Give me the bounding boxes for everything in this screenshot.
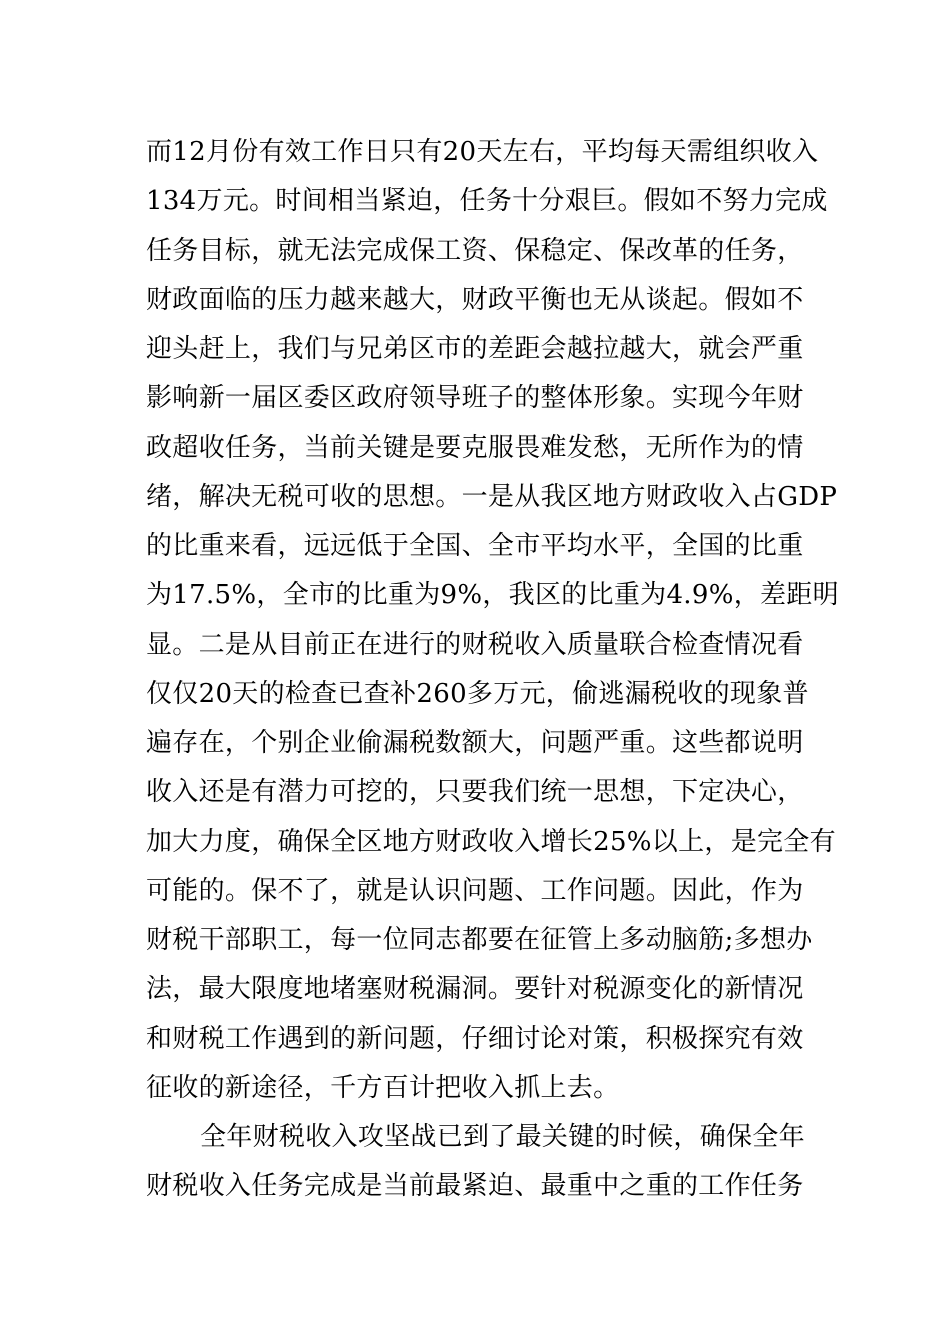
text-line: 法，最大限度地堵塞财税漏洞。要针对税源变化的新情况 bbox=[146, 974, 804, 1005]
text-line: 134万元。时间相当紧迫，任务十分艰巨。假如不努力完成 bbox=[146, 186, 828, 217]
text-line: 绪，解决无税可收的思想。一是从我区地方财政收入占GDP bbox=[146, 481, 838, 512]
text-line: 和财税工作遇到的新问题，仔细讨论对策，积极探究有效 bbox=[146, 1023, 804, 1054]
text-line: 影响新一届区委区政府领导班子的整体形象。实现今年财 bbox=[146, 383, 804, 414]
text-line: 加大力度，确保全区地方财政收入增长25%以上，是完全有 bbox=[146, 826, 836, 857]
text-line: 仅仅20天的检查已查补260多万元，偷逃漏税收的现象普 bbox=[146, 678, 809, 709]
text-line: 显。二是从目前正在进行的财税收入质量联合检查情况看 bbox=[146, 629, 804, 660]
text-line: 财税干部职工，每一位同志都要在征管上多动脑筋;多想办 bbox=[146, 925, 813, 955]
body-text bbox=[146, 128, 839, 1212]
text-line: 而12月份有效工作日只有20天左右，平均每天需组织收入 bbox=[146, 137, 819, 167]
text-line: 遍存在，个别企业偷漏税数额大，问题严重。这些都说明 bbox=[146, 728, 804, 758]
paragraph-start-line: 全年财税收入攻坚战已到了最关键的时候，确保全年 bbox=[200, 1122, 805, 1152]
text-line: 可能的。保不了，就是认识问题、工作问题。因此，作为 bbox=[146, 875, 804, 906]
text-line: 收入还是有潜力可挖的，只要我们统一思想，下定决心， bbox=[146, 777, 804, 808]
text-line: 为17.5%，全市的比重为9%，我区的比重为4.9%，差距明 bbox=[146, 580, 839, 611]
text-line: 财税收入任务完成是当前最紧迫、最重中之重的工作任务 bbox=[146, 1171, 804, 1202]
text-line: 任务目标，就无法完成保工资、保稳定、保改革的任务， bbox=[146, 235, 804, 266]
text-line: 征收的新途径，千方百计把收入抓上去。 bbox=[146, 1072, 620, 1103]
text-line: 迎头赶上，我们与兄弟区市的差距会越拉越大，就会严重 bbox=[146, 334, 804, 364]
text-line: 的比重来看，远远低于全国、全市平均水平，全国的比重 bbox=[146, 531, 804, 561]
text-line: 财政面临的压力越来越大，财政平衡也无从谈起。假如不 bbox=[146, 284, 804, 315]
text-line: 政超收任务，当前关键是要克服畏难发愁，无所作为的情 bbox=[146, 432, 804, 463]
